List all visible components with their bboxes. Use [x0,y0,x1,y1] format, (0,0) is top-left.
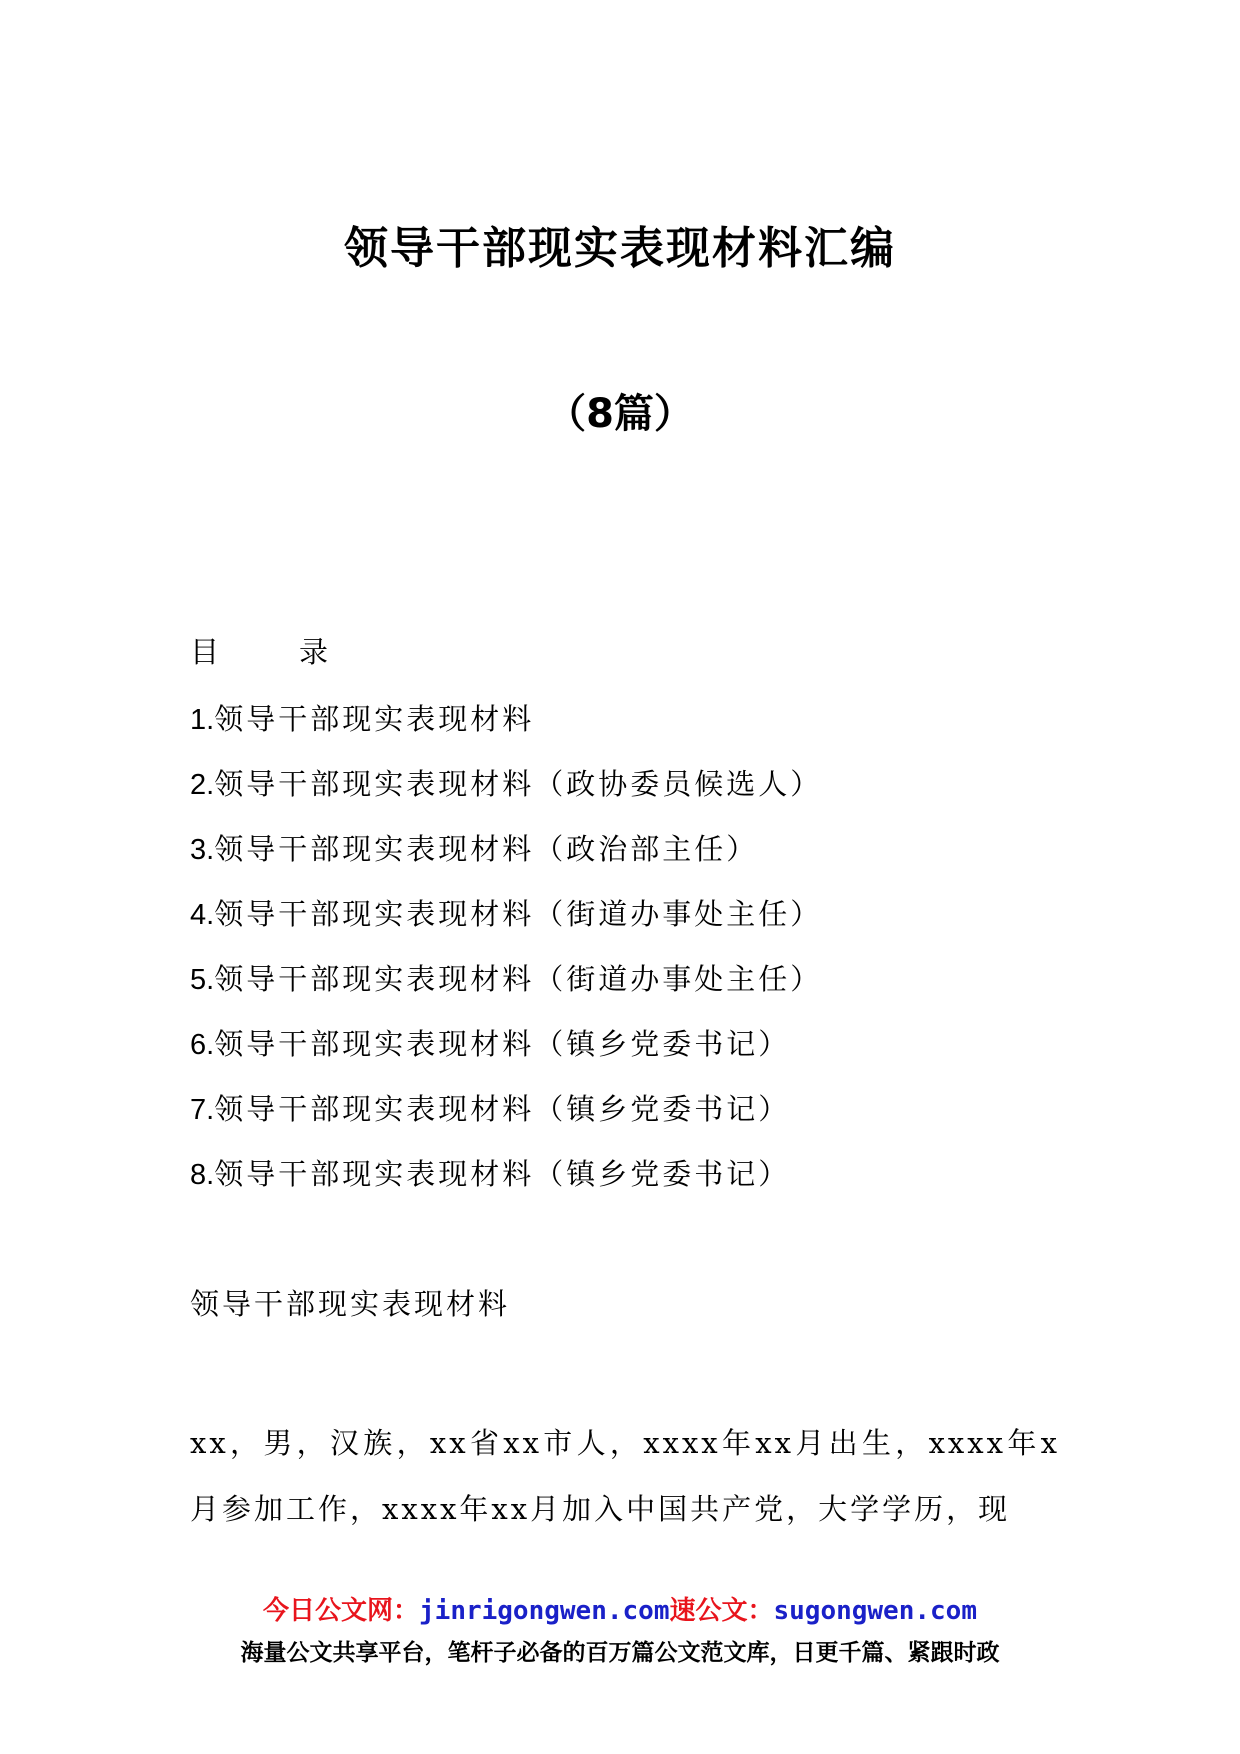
toc-item-text: 领导干部现实表现材料（镇乡党委书记） [214,1092,791,1126]
toc-item-text: 领导干部现实表现材料（街道办事处主任） [214,962,823,996]
toc-item-text: 领导干部现实表现材料（镇乡党委书记） [214,1027,791,1061]
toc-item-number: 7. [190,1094,215,1126]
document-subtitle: （8篇） [546,391,694,437]
toc-item [190,1022,822,1087]
toc-item-number: 3. [190,834,215,866]
toc-item [190,1087,822,1152]
toc-item [190,1152,822,1217]
toc-heading [190,630,330,671]
toc-item [190,697,822,762]
toc-item-text: 领导干部现实表现材料（镇乡党委书记） [214,1157,791,1191]
footer-tagline: 海量公文共享平台，笔杆子必备的百万篇公文范文库，日更千篇、紧跟时政 [240,1640,1000,1666]
section-title: 领导干部现实表现材料 [190,1287,511,1321]
toc-item-text: 领导干部现实表现材料（街道办事处主任） [214,897,823,931]
footer-sites [0,1590,1240,1627]
toc-item-text: 领导干部现实表现材料 [214,702,535,736]
toc-item-number: 6. [190,1029,215,1061]
toc-item-number: 1. [190,704,215,736]
footer-site1-link[interactable]: jinrigongwen.com [419,1596,670,1626]
toc-list [190,697,822,1217]
toc-item [190,957,822,1022]
toc-item [190,827,822,892]
toc-item [190,892,822,957]
toc-item-text: 领导干部现实表现材料（政协委员候选人） [214,767,823,801]
toc-heading-left: 目 [190,635,222,669]
toc-heading-right: 录 [299,635,331,669]
toc-item-text: 领导干部现实表现材料（政治部主任） [214,832,759,866]
toc-item-number: 4. [190,899,215,931]
footer-site1-name: 今日公文网： [263,1596,420,1626]
toc-item [190,762,822,827]
footer-site2-name: 速公文： [669,1596,774,1626]
toc-item-number: 5. [190,964,215,996]
footer-site2-link[interactable]: sugongwen.com [773,1596,977,1626]
body-paragraph: xx，男，汉族，xx省xx市人，xxxx年xx月出生，xxxx年x月参加工作，xxxx年xx月加入中国共产党，大学学历，现 [190,1426,1060,1526]
document-title: 领导干部现实表现材料汇编 [344,223,896,274]
toc-item-number: 2. [190,769,215,801]
toc-item-number: 8. [190,1159,215,1191]
